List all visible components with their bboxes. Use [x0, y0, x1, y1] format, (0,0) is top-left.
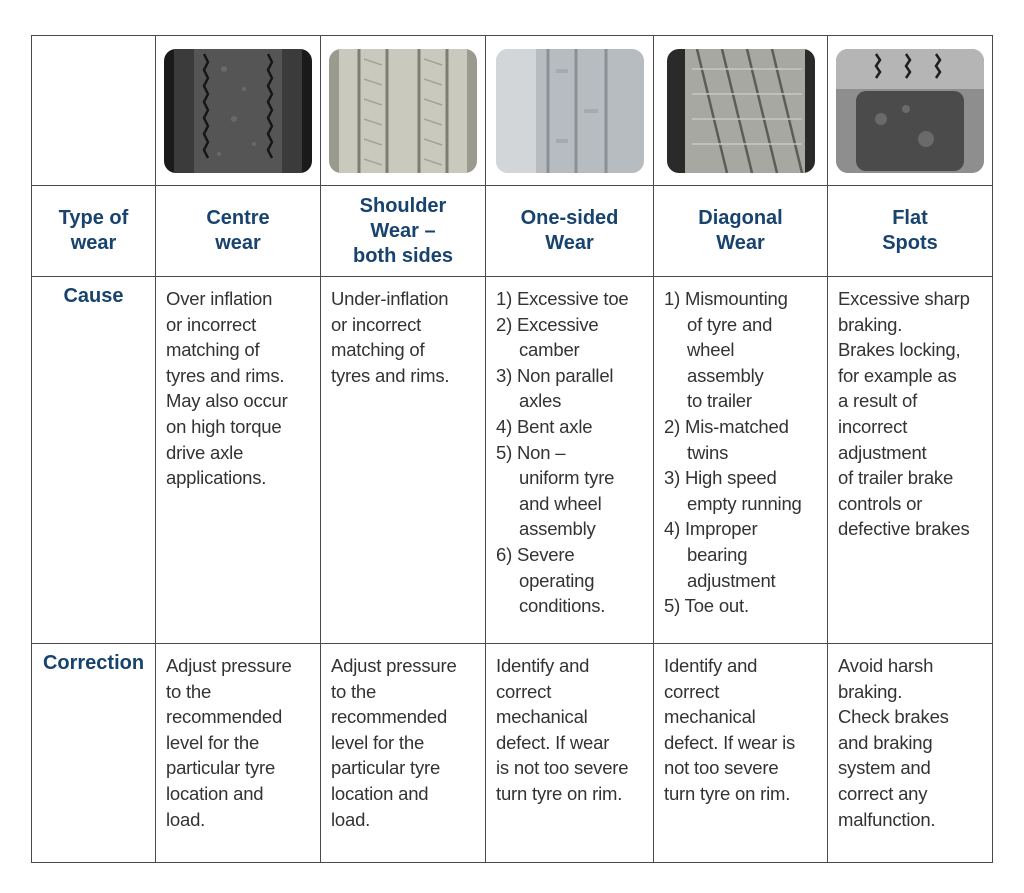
cell-text-line: recommended — [166, 706, 283, 728]
tyre-wear-table — [31, 35, 993, 863]
cell-text-line: on high torque — [166, 415, 282, 437]
cell-text-line: Brakes locking, — [838, 339, 961, 361]
cell-text-line: correct — [496, 680, 552, 702]
cell-text-line: turn tyre on rim. — [664, 782, 791, 804]
cause-cell-centre — [156, 277, 321, 644]
cell-text-line: Excessive sharp — [838, 288, 970, 309]
cell-text-line: location and — [166, 782, 264, 804]
header-line: both sides — [352, 244, 453, 267]
cell-text-line: Adjust pressure — [166, 655, 292, 676]
header-line: Centre — [206, 207, 270, 229]
cell-text-line: 1) Mismounting — [664, 288, 788, 309]
flat-spots-image-cell — [828, 36, 993, 186]
header-line: Diagonal — [698, 207, 783, 229]
cell-text-line: braking. — [838, 313, 903, 335]
cell-text-line: load. — [166, 808, 206, 830]
cell-text-line: Under-inflation — [331, 288, 449, 309]
diagonal-wear-tyre-photo — [667, 49, 815, 173]
shoulder-wear-image-cell — [321, 36, 486, 186]
image-row — [32, 36, 993, 186]
cell-text-line: and braking — [838, 731, 933, 753]
cell-text-line: applications. — [166, 467, 267, 489]
cell-text-line: 3) Non parallel — [496, 364, 614, 386]
correction-cell-centre — [156, 644, 321, 863]
cell-text-line: and wheel — [519, 492, 602, 514]
correction-cell-shoulder — [321, 644, 486, 863]
cell-text-line: defect. If wear is — [664, 731, 796, 753]
cell-text-line: defective brakes — [838, 518, 970, 540]
cell-text-line: turn tyre on rim. — [496, 782, 623, 804]
cell-text-line: system and — [838, 757, 931, 779]
cell-text-line: incorrect — [838, 415, 908, 437]
cell-text-line: camber — [519, 339, 580, 361]
cell-text-line: May also occur — [166, 390, 288, 412]
centre-wear-image-cell — [156, 36, 321, 186]
cell-text-line: adjustment — [687, 569, 776, 591]
cell-text-line: 6) Severe — [496, 543, 575, 565]
flat-spots-tyre-photo — [836, 49, 984, 173]
cell-text-line: 2) Mis-matched — [664, 415, 789, 437]
cell-text-line: level for the — [166, 731, 260, 753]
cell-text-line: braking. — [838, 680, 903, 702]
cell-text-line: mechanical — [664, 706, 756, 728]
shoulder-wear-header — [321, 186, 486, 277]
cell-text-line: assembly — [687, 364, 764, 386]
cell-text-line: tyres and rims. — [331, 364, 450, 386]
cell-text-line: or incorrect — [331, 313, 422, 335]
cell-text-line: Adjust pressure — [331, 655, 457, 676]
centre-wear-tyre-photo — [164, 49, 312, 173]
cell-text-line: of trailer brake — [838, 467, 954, 489]
correction-cell-flat-spots — [828, 644, 993, 863]
cell-text-line: correct — [664, 680, 720, 702]
correction-label: Correction — [42, 652, 145, 674]
cause-cell-one-sided — [486, 277, 654, 644]
cell-text-line: malfunction. — [838, 808, 936, 830]
cell-text-line: controls or — [838, 492, 923, 514]
cell-text-line: Check brakes — [838, 706, 949, 728]
header-line: Spots — [882, 232, 938, 254]
cell-text-line: conditions. — [519, 595, 606, 617]
cell-text-line: 2) Excessive — [496, 313, 599, 335]
cell-text-line: empty running — [687, 492, 802, 514]
cause-label-cell — [32, 277, 156, 644]
type-of-wear-line-1: Type of — [58, 207, 129, 229]
cause-row — [32, 277, 993, 644]
cell-text-line: load. — [331, 808, 371, 830]
cell-text-line: operating — [519, 569, 595, 591]
cell-text-line: for example as — [838, 364, 957, 386]
cell-text-line: uniform tyre — [519, 467, 615, 489]
cell-text-line: to trailer — [687, 390, 752, 412]
flat-spots-header — [828, 186, 993, 277]
header-line: Wear — [545, 232, 594, 254]
cell-text-line: location and — [331, 782, 429, 804]
cell-text-line: assembly — [519, 518, 596, 540]
cell-text-line: is not too severe — [496, 757, 629, 779]
cell-text-line: 5) Non – — [496, 441, 566, 463]
cell-text-line: to the — [331, 680, 377, 702]
one-sided-wear-image-cell — [486, 36, 654, 186]
header-line: Shoulder — [359, 194, 447, 217]
shoulder-wear-tyre-photo — [329, 49, 477, 173]
header-line: One-sided — [520, 207, 619, 229]
cause-cell-diagonal — [654, 277, 828, 644]
cell-text-line: particular tyre — [166, 757, 276, 779]
cell-text-line: 4) Improper — [664, 518, 758, 540]
cell-text-line: matching of — [166, 339, 260, 361]
empty-corner-cell — [32, 36, 156, 186]
type-of-wear-line-2: wear — [70, 232, 117, 254]
cell-text-line: 1) Excessive toe — [496, 288, 629, 309]
header-row — [32, 186, 993, 277]
correction-cell-one-sided — [486, 644, 654, 863]
cell-text-line: 3) High speed — [664, 467, 777, 489]
cell-text-line: of tyre and — [687, 313, 773, 335]
cell-text-line: axles — [519, 390, 562, 412]
cell-text-line: defect. If wear — [496, 731, 610, 753]
one-sided-wear-tyre-photo — [496, 49, 644, 173]
cell-text-line: matching of — [331, 339, 425, 361]
cell-text-line: 5) Toe out. — [664, 595, 749, 617]
correction-row — [32, 644, 993, 863]
cell-text-line: particular tyre — [331, 757, 441, 779]
one-sided-wear-header — [486, 186, 654, 277]
header-line: Wear – — [370, 219, 436, 242]
cell-text-line: mechanical — [496, 706, 588, 728]
cell-text-line: Avoid harsh — [838, 655, 934, 676]
cell-text-line: a result of — [838, 390, 918, 412]
correction-label-cell — [32, 644, 156, 863]
cause-cell-flat-spots — [828, 277, 993, 644]
cell-text-line: 4) Bent axle — [496, 415, 593, 437]
cell-text-line: level for the — [331, 731, 425, 753]
cell-text-line: wheel — [687, 339, 735, 361]
type-of-wear-header — [32, 186, 156, 277]
centre-wear-header — [156, 186, 321, 277]
correction-cell-diagonal — [654, 644, 828, 863]
cause-label: Cause — [63, 285, 124, 307]
header-line: Flat — [892, 207, 928, 229]
cause-cell-shoulder — [321, 277, 486, 644]
cell-text-line: Over inflation — [166, 288, 273, 309]
cell-text-line: drive axle — [166, 441, 244, 463]
cell-text-line: or incorrect — [166, 313, 257, 335]
cell-text-line: Identify and — [664, 655, 758, 676]
cell-text-line: twins — [687, 441, 729, 463]
header-line: Wear — [716, 232, 765, 254]
diagonal-wear-image-cell — [654, 36, 828, 186]
diagonal-wear-header — [654, 186, 828, 277]
cell-text-line: recommended — [331, 706, 448, 728]
cell-text-line: adjustment — [838, 441, 927, 463]
cell-text-line: correct any — [838, 782, 928, 804]
cell-text-line: Identify and — [496, 655, 590, 676]
cell-text-line: tyres and rims. — [166, 364, 285, 386]
cell-text-line: to the — [166, 680, 212, 702]
cell-text-line: bearing — [687, 543, 748, 565]
header-line: wear — [215, 232, 261, 254]
cell-text-line: not too severe — [664, 757, 779, 779]
